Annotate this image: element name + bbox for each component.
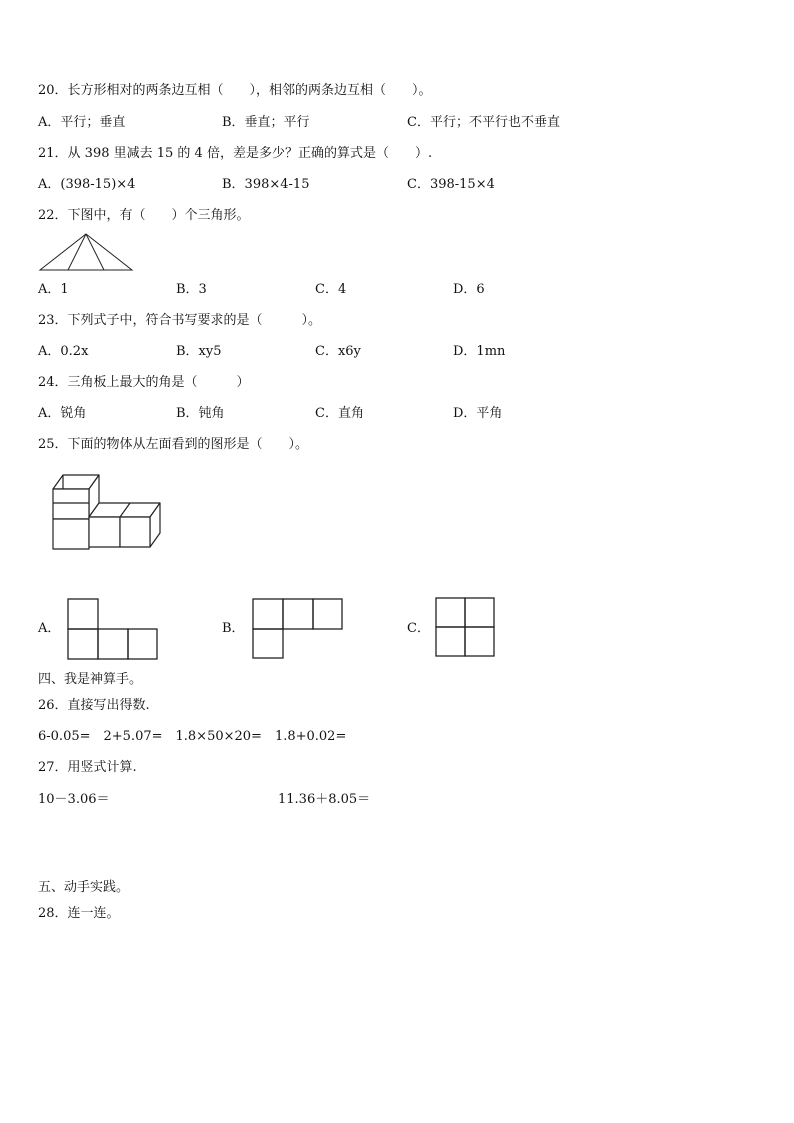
q20-option-b[interactable]: B．垂直；平行	[222, 115, 310, 130]
q23-option-b[interactable]: B．xy5	[176, 344, 222, 359]
q23-option-a[interactable]: A．0.2x	[38, 344, 89, 359]
q22-option-a[interactable]: A．1	[38, 282, 69, 297]
q27-stem: 27．用竖式计算.	[38, 760, 137, 775]
q21-option-a[interactable]: A．(398-15)×4	[38, 177, 136, 192]
q20-option-a[interactable]: A．平行；垂直	[38, 115, 126, 130]
q22-triangle-figure	[38, 232, 134, 272]
q24-option-b[interactable]: B．钝角	[176, 406, 225, 421]
q26-expressions: 6-0.05= 2+5.07= 1.8×50×20= 1.8+0.02=	[38, 729, 347, 744]
q27-expression-2: 11.36＋8.05＝	[278, 792, 371, 807]
q25-option-c-figure[interactable]	[435, 597, 497, 659]
q21-option-b[interactable]: B．398×4-15	[222, 177, 310, 192]
q22-option-c[interactable]: C．4	[315, 282, 347, 297]
q26-stem: 26．直接写出得数.	[38, 698, 150, 713]
q20-stem: 20．长方形相对的两条边互相（ ），相邻的两条边互相（ ）。	[38, 83, 432, 98]
q20-option-c[interactable]: C．平行；不平行也不垂直	[407, 115, 560, 130]
q25-option-b[interactable]: B．	[222, 621, 245, 636]
q25-option-c[interactable]: C．	[407, 621, 430, 636]
q25-stem: 25．下面的物体从左面看到的图形是（ ）。	[38, 437, 309, 452]
q23-option-d[interactable]: D．1mn	[453, 344, 506, 359]
q25-option-a-figure[interactable]	[67, 598, 159, 660]
q28-stem: 28．连一连。	[38, 906, 120, 921]
q24-option-c[interactable]: C．直角	[315, 406, 364, 421]
section-5-heading: 五、动手实践。	[38, 880, 130, 895]
q24-option-d[interactable]: D．平角	[453, 406, 503, 421]
q25-option-b-figure[interactable]	[252, 598, 344, 660]
q24-option-a[interactable]: A．锐角	[38, 406, 87, 421]
q22-stem: 22．下图中，有（ ）个三角形。	[38, 208, 250, 223]
q21-option-c[interactable]: C．398-15×4	[407, 177, 495, 192]
q23-option-c[interactable]: C．x6y	[315, 344, 361, 359]
section-4-heading: 四、我是神算手。	[38, 672, 143, 687]
q25-cube-figure	[50, 470, 165, 564]
q22-option-d[interactable]: D．6	[453, 282, 485, 297]
q27-expression-1: 10－3.06＝	[38, 792, 110, 807]
q25-option-a[interactable]: A．	[38, 621, 61, 636]
q24-stem: 24．三角板上最大的角是（ ）	[38, 375, 250, 390]
q23-stem: 23．下列式子中，符合书写要求的是（ ）。	[38, 313, 322, 328]
q22-option-b[interactable]: B．3	[176, 282, 207, 297]
q21-stem: 21．从 398 里减去 15 的 4 倍，差是多少？正确的算式是（ ）.	[38, 146, 433, 161]
